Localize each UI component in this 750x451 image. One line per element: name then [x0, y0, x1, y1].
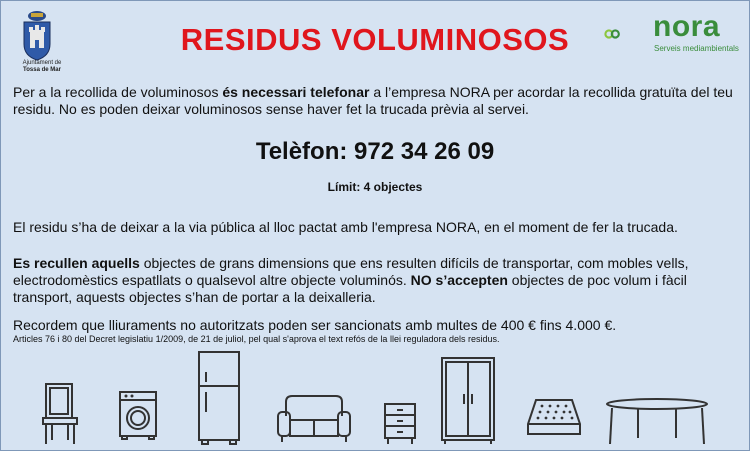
not-accepted-text: objectes de poc volum i fàcil transport, aquests objectes s’han de portar a la deixalleria. [13, 272, 687, 305]
legal-reference: Articles 76 i 80 del Decret legislatiu 1/2009, de 21 de juliol, pel qual s'aprova el text refós de la llei reguladora dels residus. [13, 334, 500, 344]
accepted-paragraph [13, 255, 735, 306]
intro-text-2: a l’empresa NORA per acordar la recollida gratuïta del teu residu. No es poden deixar voluminosos sense haver fet la trucada prèvia al servei. [13, 84, 733, 117]
furniture-icons-row [0, 348, 750, 451]
nightstand-icon [383, 402, 417, 446]
brand-subtitle: Serveis mediambientals [654, 44, 739, 53]
chair-icon [40, 382, 80, 446]
not-accepted-bold: NO s’accepten [410, 272, 508, 288]
wardrobe-icon [440, 356, 496, 446]
refrigerator-icon [196, 350, 242, 446]
sofa-icon [276, 394, 352, 444]
brand-name: nora [653, 10, 721, 43]
table-icon [604, 396, 710, 446]
nora-logo-icon [604, 14, 652, 54]
caption-line-2: Tossa de Mar [23, 67, 61, 73]
intro-paragraph [13, 84, 735, 118]
accepted-bold: Es recullen aquells [13, 255, 140, 271]
municipality-caption [12, 60, 72, 74]
object-limit: Límit: 4 objectes [327, 180, 423, 194]
fine-paragraph: Recordem que lliuraments no autoritzats poden ser sancionats amb multes de 400 € fins 4.000 €. [13, 317, 617, 333]
phone-number: Telèfon: 972 34 26 09 [255, 138, 495, 165]
page-title: RESIDUS VOLUMINOSOS [180, 22, 570, 57]
intro-text-1: Per a la recollida de voluminosos [13, 84, 223, 100]
washing-machine-icon [118, 390, 158, 440]
placement-paragraph: El residu s’ha de deixar a la via pública al lloc pactat amb l'empresa NORA, en el moment de fer la trucada. [13, 219, 678, 235]
caption-line-1: Ajuntament de [22, 60, 62, 66]
intro-bold: és necessari telefonar [222, 84, 370, 100]
accepted-text: objectes de grans dimensions que ens resulten difícils de transportar, com mobles vells, electrodomèstics espatllats o qualsevol altre objecte voluminós. [13, 255, 689, 288]
mattress-icon [526, 396, 582, 440]
